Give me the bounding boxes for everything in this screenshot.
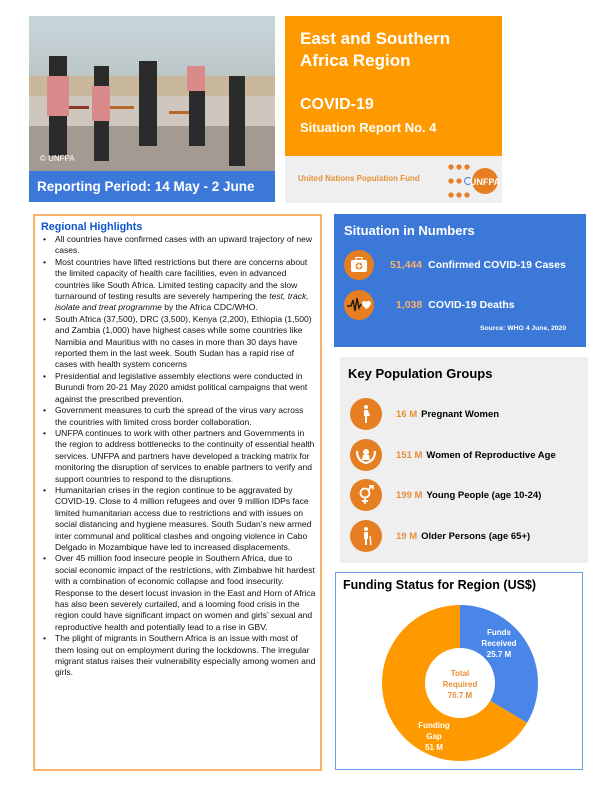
- highlight-text: by the Africa CDC/WHO.: [161, 302, 258, 313]
- hands-protect-icon: [350, 439, 382, 471]
- heartbeat-icon: [344, 290, 374, 320]
- org-name: United Nations Population Fund: [298, 174, 420, 183]
- photo-credit: © UNFPA: [40, 154, 75, 163]
- region-title-line1: East and Southern: [300, 29, 451, 48]
- group-number: 16 M: [396, 408, 418, 420]
- group-label: Women of Reproductive Age: [426, 449, 556, 461]
- population-group: [350, 479, 541, 511]
- highlight-item: • Presidential and legislative assembly elections were conducted in Burundi from 20-21 May 2020 amidst political campaigns that went against the prescribed prevention.: [41, 371, 316, 405]
- highlight-item: • Humanitarian crises in the region continue to be aggravated by COVID-19. Close to 4 million refugees and over 9 million IDPs face limited humanitarian access due to restrictions and with issues on social distancing and hygiene measures. South Sudan’s new armed inter communal and political clashes and ongoing violence in Cabo Delgado in Mozambique have led to increased displacements.: [41, 485, 316, 553]
- received-label-line1: Funds: [487, 628, 511, 637]
- received-value: 25.7 M: [486, 650, 512, 659]
- highlight-item: • The plight of migrants in Southern Africa is an issue with most of them losing out on employment during the lockdowns. The irregular migrant status raises their vulnerability especially among women and girls.: [41, 633, 316, 679]
- key-population-title: Key Population Groups: [348, 366, 493, 381]
- cases-row: [344, 251, 566, 279]
- highlight-item: • Government measures to curb the spread of the virus vary across the countries with limited cross border collaboration.: [41, 405, 316, 428]
- population-group: [350, 439, 556, 471]
- gap-label-line1: Funding: [418, 721, 450, 730]
- cover-photo: [29, 16, 275, 171]
- pregnant-woman-icon: [350, 398, 382, 430]
- total-value: 76.7 M: [447, 691, 473, 700]
- deaths-number: 1,038: [396, 299, 423, 311]
- cases-number: 51,444: [390, 259, 423, 271]
- gender-symbol-icon: [350, 479, 382, 511]
- deaths-label: COVID-19 Deaths: [428, 299, 515, 311]
- situation-source: Source: WHO 4 June, 2020: [480, 325, 567, 332]
- covid-title: COVID-19: [300, 96, 374, 113]
- total-label-line2: Required: [442, 680, 478, 689]
- reporting-period: Reporting Period: 14 May - 2 June 2020: [29, 171, 275, 202]
- total-label-line1: Total: [450, 669, 470, 678]
- population-group: [350, 398, 499, 430]
- gap-label-line2: Gap: [426, 732, 442, 741]
- group-number: 19 M: [396, 530, 418, 542]
- situation-title: Situation in Numbers: [344, 223, 475, 238]
- highlight-item: [41, 257, 316, 314]
- received-label-line2: Received: [481, 639, 517, 648]
- highlight-item: • All countries have confirmed cases with an upward trajectory of new cases.: [41, 234, 316, 257]
- report-number: Situation Report No. 4: [300, 120, 437, 135]
- group-label: Young People (age 10-24): [426, 489, 542, 501]
- gap-value: 51 M: [425, 743, 443, 752]
- highlight-item: • UNFPA continues to work with other partners and Governments in the region to address bottlenecks to the continuity of essential health services. UNFPA and partners have developed a tracking matrix for monitoring the disruption of services to enable partners to verify and support countries to respond to the disruptions.: [41, 428, 316, 485]
- deaths-row: [344, 291, 515, 319]
- funding-title: Funding Status for Region (US$): [343, 578, 537, 592]
- region-title: [300, 28, 500, 72]
- cases-label: Confirmed COVID-19 Cases: [428, 259, 566, 271]
- group-label: Pregnant Women: [421, 408, 500, 420]
- highlights-title: Regional Highlights: [41, 221, 143, 233]
- highlight-emphasis: test, track, isolate and treat programme: [55, 291, 309, 313]
- logo-text: UNFPA: [469, 177, 499, 187]
- older-person-icon: [350, 520, 382, 552]
- funding-donut-chart: [380, 603, 540, 763]
- highlight-item: • South Africa (37,500), DRC (3,500), Kenya (2,200), Ethiopia (1,500) and Zambia (1,000) have highest cases while some countries like Namibia and Mauritius with no cases in more than 30 days have reported them in the last week. South Sudan has a rapid rise of cases with health system concerns: [41, 314, 316, 371]
- highlights-list: [41, 234, 316, 679]
- group-label: Older Persons (age 65+): [421, 530, 531, 542]
- highlight-item: • Over 45 million food insecure people in Southern Africa, due to social economic impact of the restrictions, with Zimbabwe hit hardest with a combination of economic collapse and food insecurity. Response to the desert locust invasion in the East and Horn of Africa has also been severely curtailed, and a looming food crisis in the region could have significant impact on women and girls’ sexual and reproductive health and potentially lead to a rise in GBV.: [41, 553, 316, 633]
- population-group: [350, 520, 530, 552]
- group-number: 151 M: [396, 449, 423, 461]
- region-title-line2: Africa Region: [300, 51, 411, 70]
- group-number: 199 M: [396, 489, 423, 501]
- unfpa-logo-icon: [447, 161, 499, 201]
- highlight-text: Most countries have lifted restrictions but there are concerns about the limited capacity of health care facilities, even in advanced countries like South Africa. Limited testing capacity and the slow turnaround of testing results are severely hampering the: [55, 256, 308, 302]
- regional-highlights: [33, 214, 322, 771]
- medical-kit-icon: [344, 250, 374, 280]
